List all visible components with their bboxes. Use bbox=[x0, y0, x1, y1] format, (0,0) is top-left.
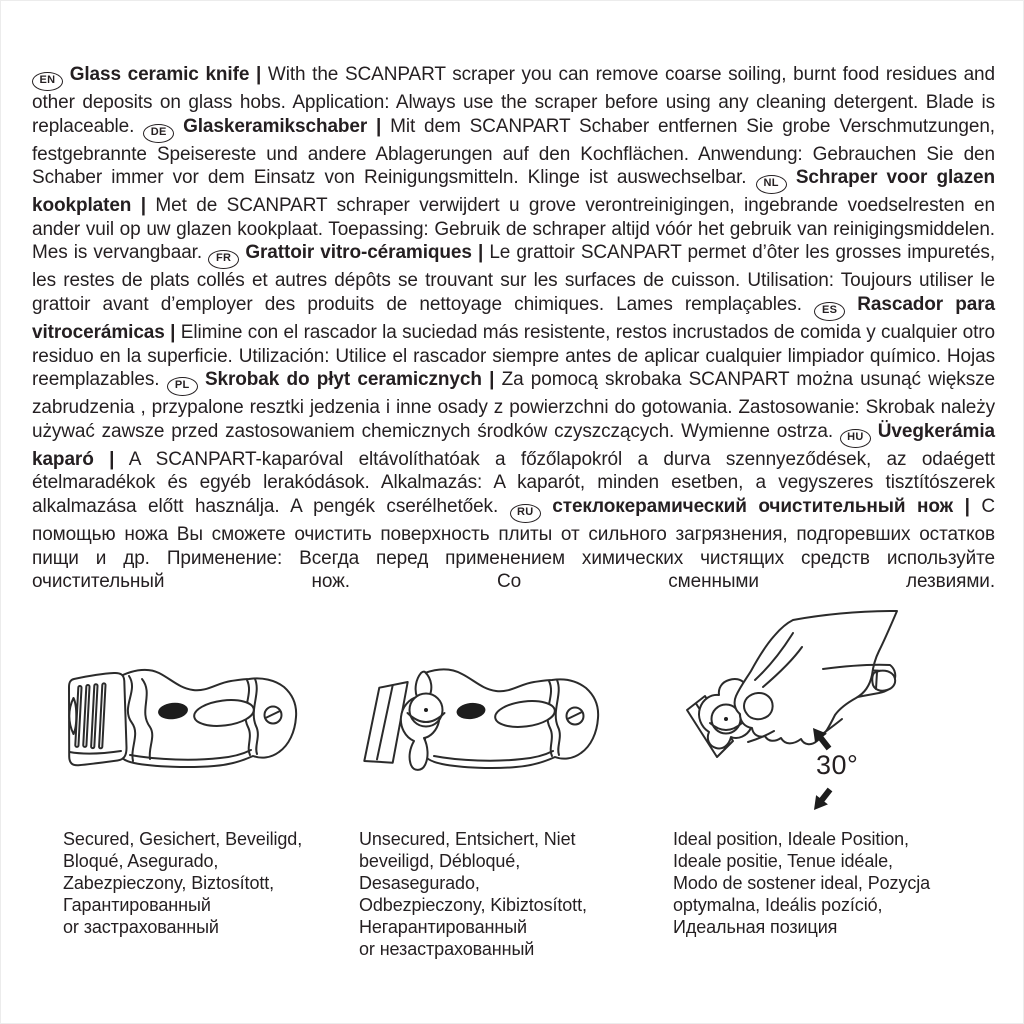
handle-butt-line bbox=[876, 672, 877, 689]
pivot-center-dot bbox=[724, 717, 728, 721]
figure-scraper-secured bbox=[41, 649, 321, 799]
caption-line: or застрахованный bbox=[63, 917, 219, 937]
caption-line: Идеальная позиция bbox=[673, 917, 838, 937]
section-body-nl: Met de SCANPART schraper verwijdert u grove verontreinigingen, ingebrande voedselresten en ander vuil op uw glazen kookplaat. Toepassing: Gebruik de schraper altijd vóór het gebruik van reinigingsmiddelen. Mes is vervangbaar. bbox=[32, 195, 995, 264]
section-body-ru: С помощью ножа Вы сможете очистить поверхность плиты от сильного загрязнения, подгоревших остатков пищи и др. Применение: Всегда перед применением химических чистящих средств используйте очистительный нож. Со сменными лезвиями. bbox=[32, 495, 995, 593]
lang-badge-ru: RU bbox=[510, 504, 541, 523]
caption-unsecured bbox=[359, 828, 587, 960]
caption-line: Desasegurado, bbox=[359, 873, 480, 893]
caption-secured bbox=[63, 828, 302, 938]
rotation-arrow-down-icon bbox=[808, 785, 836, 815]
lang-badge-en: EN bbox=[32, 72, 63, 91]
scraper-unsecured-drawing bbox=[341, 649, 621, 794]
section-body-fr: Le grattoir SCANPART permet d’ôter les grosses impuretés, les restes de plats collés et autres dépôts se trouvant sur les surfaces de cuisson. Utilisation: Toujours utiliser le grattoir avant d’employer des produits de nettoyage chimiques. Lames remplaçables. bbox=[32, 242, 996, 315]
section-title-nl: Schraper voor glazen kookplaten | bbox=[32, 167, 996, 217]
section-title-es: Rascador para vitrocerámicas | bbox=[32, 293, 996, 343]
lang-badge-de: DE bbox=[143, 124, 174, 143]
section-title-de: Glaskeramikschaber | bbox=[183, 115, 382, 137]
caption-line: Zabezpieczony, Biztosított, bbox=[63, 873, 275, 893]
lang-badge-nl: NL bbox=[756, 175, 787, 194]
thumb bbox=[744, 693, 773, 719]
caption-line: beveiligd, Débloqué, bbox=[359, 851, 521, 871]
caption-line: optymalna, Ideális pozíció, bbox=[673, 895, 883, 915]
caption-line: Bloqué, Asegurado, bbox=[63, 851, 219, 871]
section-title-hu: Üvegkerámia kaparó | bbox=[32, 420, 995, 470]
caption-line: Secured, Gesichert, Beveiligd, bbox=[63, 829, 303, 849]
section-title-fr: Grattoir vitro-céramiques | bbox=[245, 242, 484, 264]
lang-badge-hu: HU bbox=[840, 429, 871, 448]
pivot-center-dot bbox=[424, 708, 428, 712]
caption-line: or незастрахованный bbox=[359, 939, 535, 959]
section-body-de: Mit dem SCANPART Schaber entfernen Sie grobe Verschmutzungen, festgebrannte Speisereste und andere Ablagerungen auf den Kochflächen. Anwendung: Gebrauchen Sie den Schaber immer vor dem Einsatz von Reinigungsmitteln. Klinge ist auswechselbar. bbox=[32, 115, 995, 189]
caption-line: Unsecured, Entsichert, Niet bbox=[359, 829, 576, 849]
section-title-pl: Skrobak do płyt ceramicznych | bbox=[204, 369, 495, 391]
section-body-pl: Za pomocą skrobaka SCANPART można usunąć większe zabrudzenia , przypalone resztki jedzenia i inne osady z powierzchni do gotowania. Zastosowanie: Skrobak należy używać zawsze przed zastosowaniem chemicznych środków czyszczących. Wymienne ostrza. bbox=[32, 369, 995, 442]
scraper-secured-drawing bbox=[41, 649, 321, 794]
cap-side-notch bbox=[69, 698, 76, 734]
scraper-in-hand-drawing bbox=[641, 599, 951, 824]
angle-label: 30° bbox=[816, 750, 859, 780]
caption-line: Ideale positie, Tenue idéale, bbox=[673, 851, 893, 871]
lang-badge-pl: PL bbox=[167, 377, 198, 396]
caption-line: Негарантированный bbox=[359, 917, 528, 937]
multilingual-description bbox=[32, 63, 995, 594]
lang-badge-fr: FR bbox=[208, 250, 239, 269]
section-title-en: Glass ceramic knife | bbox=[69, 64, 262, 85]
caption-line: Odbezpieczony, Kibiztosított, bbox=[359, 895, 587, 915]
caption-line: Гарантированный bbox=[63, 895, 211, 915]
lang-badge-es: ES bbox=[814, 302, 845, 321]
section-title-ru: стеклокерамический очистительный нож | bbox=[552, 495, 970, 517]
figure-scraper-in-hand bbox=[641, 599, 951, 829]
caption-line: Ideal position, Ideale Position, bbox=[673, 829, 909, 849]
caption-line: Modo de sostener ideal, Pozycja bbox=[673, 873, 931, 893]
section-body-hu: A SCANPART-kaparóval eltávolíthatóak a főzőlapokról a durva szennyeződések, az odaégett ételmaradékok és egyéb lerakódások. Alkalmazás: A kaparót, minden esetben, a vegyszeres tisztítószerek alkalmazása előtt használja. A pengék cserélhetőek. bbox=[32, 448, 995, 517]
section-body-en: With the SCANPART scraper you can remove coarse soiling, burnt food residues and other deposits on glass hobs. Application: Always use the scraper before using any cleaning detergent. Blade is replaceable. bbox=[32, 64, 995, 137]
caption-ideal-position bbox=[673, 828, 930, 938]
figure-scraper-unsecured bbox=[341, 649, 621, 799]
section-body-es: Elimine con el rascador la suciedad más resistente, restos incrustados de comida y cualquier otro residuo en la superficie. Utilización: Utilice el rascador siempre antes de aplicar cualquier limpiador químico. Hojas reemplazables. bbox=[32, 321, 995, 391]
